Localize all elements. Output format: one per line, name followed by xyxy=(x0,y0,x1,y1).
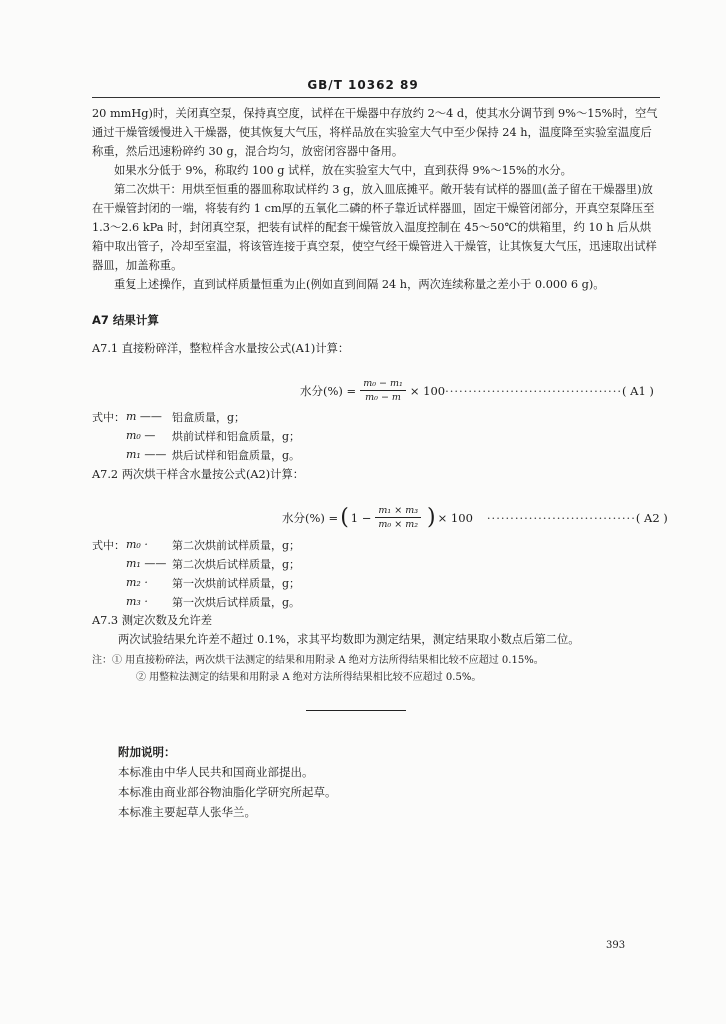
formula-a2-leader: ································ xyxy=(486,510,636,525)
note-1: 注：① 用直接粉碎法，两次烘干法测定的结果和用附录 A 绝对方法所得结果相比较不应超过 0.15%。 xyxy=(92,655,544,666)
variable-row: m₁ —— 第二次烘后试样质量，g； xyxy=(126,557,301,571)
header-rule xyxy=(92,97,660,98)
page-header: GB/T 10362 89 xyxy=(307,78,419,92)
formula-a1-lhs: 水分(%) = xyxy=(300,383,357,398)
a71-label: A7.1 直接粉碎洋，整粒样含水量按公式(A1)计算： xyxy=(92,342,350,355)
variable-row: 式中： m —— 铝盒质量，g； xyxy=(92,410,246,424)
variable-row: m₀ — 烘前试样和铝盒质量，g； xyxy=(126,429,301,443)
appendix xyxy=(118,742,337,822)
paragraph-2: 如果水分低于 9%，称取约 100 g 试样，放在实验室大气中，直到获得 9%～15%的水分。 xyxy=(114,164,572,177)
variable-row: m₃ · 第一次烘后试样质量，g。 xyxy=(126,595,301,609)
formula-a2-one-minus: 1 − xyxy=(350,510,372,525)
a71-variables xyxy=(92,407,300,464)
formula-a2-numerator: m₁ × m₃ xyxy=(375,505,421,518)
formula-a2-lhs: 水分(%) = xyxy=(282,510,339,525)
appendix-line: 本标准由中华人民共和国商业部提出。 xyxy=(118,765,314,779)
paragraph-4: 重复上述操作，直到试样质量恒重为止(例如直到间隔 24 h，两次连续称量之差小于 0.000 6 g)。 xyxy=(114,278,605,291)
variable-row: m₁ —— 烘后试样和铝盒质量，g。 xyxy=(126,448,301,462)
formula-a1-denominator: m₀ − m xyxy=(365,392,401,403)
section-divider xyxy=(306,710,406,711)
variable-row: 式中： m₀ · 第二次烘前试样质量，g； xyxy=(92,538,301,552)
formula-a2-right-paren: ) xyxy=(427,504,436,530)
appendix-line: 本标准主要起草人张华兰。 xyxy=(118,805,256,819)
appendix-line: 本标准由商业部谷物油脂化学研究所起草。 xyxy=(118,785,337,799)
formula-a2-denominator: m₀ × m₂ xyxy=(378,519,419,530)
formula-a1-tag: ( A1 ) xyxy=(622,383,654,398)
formula-a1-leader: ······································ xyxy=(445,383,623,398)
a73-text: 两次试验结果允许差不超过 0.1%，求其平均数即为测定结果，测定结果取小数点后第二位。 xyxy=(118,633,580,646)
paragraph-1: 20 mmHg)时，关闭真空泵，保持真空度，试样在干燥器中存放约 2～4 d，使其水分调节到 9%～15%时，空气通过干燥管缓慢进入干燥器，使其恢复大气压，将样品放在实验室大气中至少保持 24 h，温度降至实验室温度后称重，然后迅速粉碎约 30 g，混合均匀，放密闭容器中备用。 xyxy=(92,107,658,158)
appendix-title: 附加说明： xyxy=(118,745,176,759)
formula-a2-tag: ( A2 ) xyxy=(635,510,668,525)
formula-a2-times: × 100 xyxy=(437,510,473,525)
formula-a2-left-paren: ( xyxy=(340,504,349,530)
formula-a1 xyxy=(300,378,654,403)
note-2: ② 用整粒法测定的结果和用附录 A 绝对方法所得结果相比较不应超过 0.5%。 xyxy=(136,672,482,683)
variable-row: m₂ · 第一次烘前试样质量，g； xyxy=(126,576,301,590)
a72-variables xyxy=(92,535,300,611)
paragraph-3: 第二次烘干：用烘至恒重的器皿称取试样约 3 g，放入皿底摊平。敞开装有试样的器皿(盖子留在干燥器里)放在干燥管封闭的一端，将装有约 1 cm厚的五氧化二磷的杯子靠近试样器皿，固定干燥管闭部分，开真空泵降压至 1.3～2.6 kPa 时，封闭真空泵，把装有试样的配套干燥管放入温度控制在 45～50℃的烘箱里，约 10 h 后从烘箱中取出管子，冷却至室温，将该管连接于真空泵，使空气经干燥管进入干燥管，让其恢复大气压，迅速取出试样器皿，加盖称重。 xyxy=(92,183,657,272)
body-text xyxy=(92,104,660,294)
formula-a2 xyxy=(282,505,668,530)
formula-a2-fraction xyxy=(375,505,421,530)
formula-a1-fraction xyxy=(360,378,406,403)
a73-label: A7.3 测定次数及允许差 xyxy=(92,614,213,627)
section-a7-title: A7 结果计算 xyxy=(92,313,159,327)
page-number: 393 xyxy=(606,940,626,951)
a72-label: A7.2 两次烘干样含水量按公式(A2)计算： xyxy=(92,468,305,481)
formula-a1-times: × 100 xyxy=(409,383,446,398)
formula-a1-numerator: m₀ − m₁ xyxy=(360,378,406,391)
